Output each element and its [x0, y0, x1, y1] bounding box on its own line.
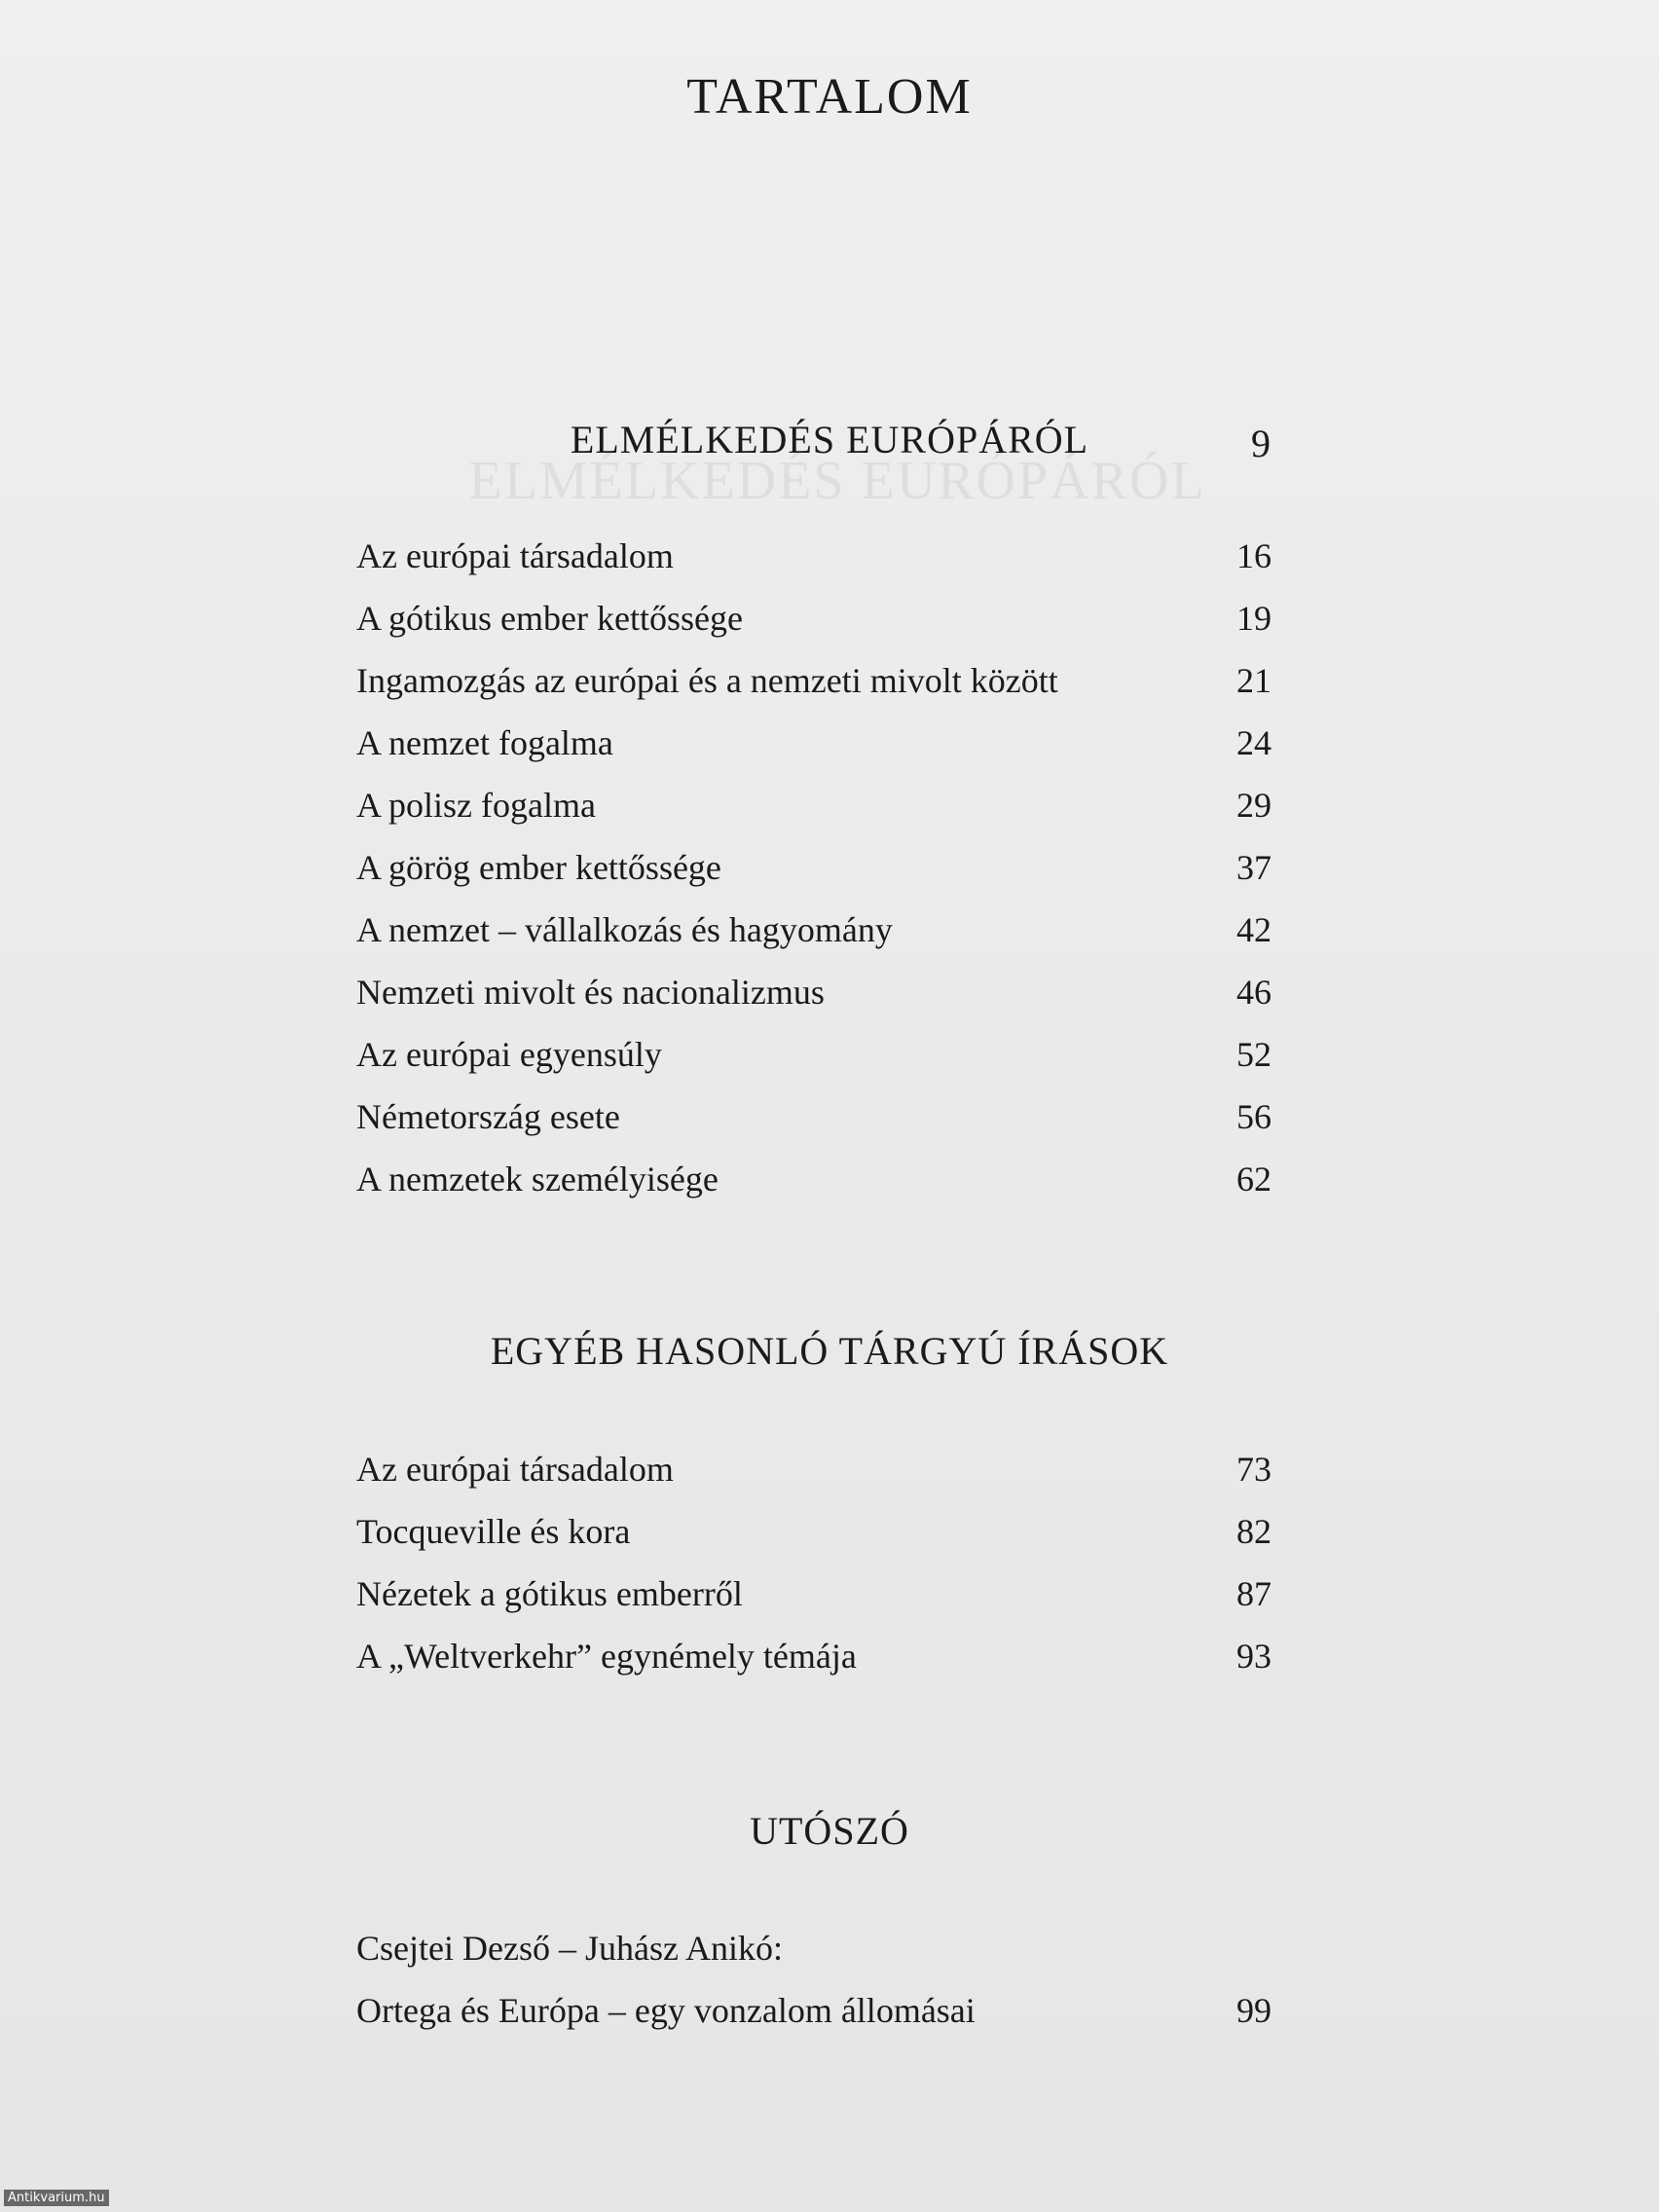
toc-entry-label: Ingamozgás az európai és a nemzeti mivolt között — [356, 661, 1058, 700]
toc-entry-page: 19 — [1236, 599, 1272, 638]
toc-entry — [356, 722, 1272, 785]
section-heading-2: EGYÉB HASONLÓ TÁRGYÚ ÍRÁSOK — [490, 1329, 1169, 1373]
toc-entry — [356, 1096, 1272, 1159]
toc-entry-page: 46 — [1236, 973, 1272, 1012]
toc-list-section-2 — [356, 1449, 1272, 1698]
toc-entry — [356, 1573, 1272, 1636]
toc-entry — [356, 1159, 1272, 1221]
watermark: Antikvarium.hu — [4, 2190, 109, 2206]
toc-list-section-1 — [356, 535, 1272, 1221]
toc-entry — [356, 535, 1272, 598]
toc-entry-page: 29 — [1236, 786, 1272, 825]
toc-entry — [356, 785, 1272, 847]
toc-entry-page: 56 — [1236, 1097, 1272, 1136]
toc-entry-label: Az európai egyensúly — [356, 1035, 662, 1074]
toc-entry — [356, 1990, 1272, 2052]
toc-entry-label: A gótikus ember kettőssége — [356, 599, 743, 638]
toc-entry-page: 42 — [1236, 910, 1272, 949]
toc-entry-label: A görög ember kettőssége — [356, 848, 721, 887]
toc-entry — [356, 972, 1272, 1034]
toc-entry-page: 16 — [1236, 536, 1272, 575]
toc-entry-label: Az európai társadalom — [356, 536, 674, 575]
toc-entry-page: 21 — [1236, 661, 1272, 700]
toc-entry-page: 52 — [1236, 1035, 1272, 1074]
toc-entry-label: Ortega és Európa – egy vonzalom állomásai — [356, 1991, 976, 2030]
toc-entry-label: Nemzeti mivolt és nacionalizmus — [356, 973, 825, 1012]
toc-entry-page: 37 — [1236, 848, 1272, 887]
toc-entry-label: A „Weltverkehr” egynémely témája — [356, 1637, 857, 1676]
toc-entry — [356, 909, 1272, 972]
toc-entry-page: 99 — [1236, 1991, 1272, 2030]
toc-entry — [356, 1928, 1272, 1990]
section-heading-1: ELMÉLKEDÉS EURÓPÁRÓL — [570, 418, 1089, 461]
page-title: TARTALOM — [686, 69, 973, 125]
toc-entry — [356, 1636, 1272, 1698]
toc-entry-label: Németország esete — [356, 1097, 620, 1136]
section-heading-1-page: 9 — [1251, 422, 1271, 465]
toc-list-section-3 — [356, 1928, 1272, 2052]
toc-entry-label: Az európai társadalom — [356, 1450, 674, 1489]
toc-entry-page: 62 — [1236, 1160, 1272, 1198]
toc-entry — [356, 1511, 1272, 1573]
toc-entry — [356, 1449, 1272, 1511]
toc-entry-page: 93 — [1236, 1637, 1272, 1676]
toc-entry — [356, 660, 1272, 722]
toc-entry-label: A nemzetek személyisége — [356, 1160, 719, 1198]
section-heading-3: UTÓSZÓ — [750, 1809, 909, 1853]
toc-entry — [356, 1034, 1272, 1096]
toc-entry-page: 73 — [1236, 1450, 1272, 1489]
toc-entry — [356, 598, 1272, 660]
toc-entry-page: 87 — [1236, 1574, 1272, 1613]
toc-entry-page: 24 — [1236, 723, 1272, 762]
toc-entry-label: Tocqueville és kora — [356, 1512, 631, 1551]
toc-entry-page: 82 — [1236, 1512, 1272, 1551]
toc-entry — [356, 847, 1272, 909]
toc-entry-label: Csejtei Dezső – Juhász Anikó: — [356, 1929, 783, 1968]
toc-entry-label: A nemzet – vállalkozás és hagyomány — [356, 910, 893, 949]
toc-entry-label: A nemzet fogalma — [356, 723, 613, 762]
bleed-through-text: ELMÉLKEDÉS EURÓPÁRÓL — [468, 451, 1206, 511]
toc-entry-label: Nézetek a gótikus emberről — [356, 1574, 743, 1613]
toc-entry-label: A polisz fogalma — [356, 786, 596, 825]
